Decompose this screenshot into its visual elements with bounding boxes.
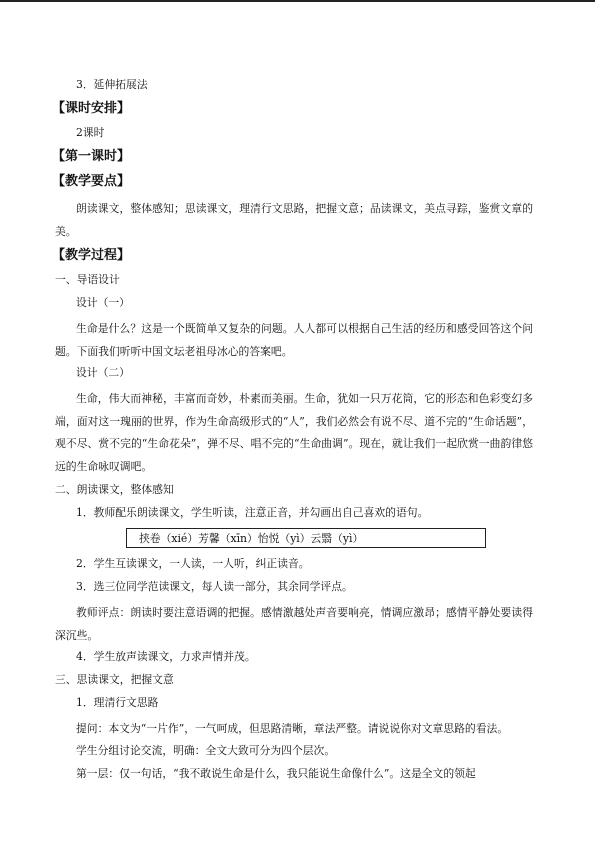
question-paragraph: 提问：本文为“一片作”，一气呵成，但思路清晰，章法严整。请说说你对文章思路的看法。	[76, 722, 509, 735]
design-2-label: 设计（二）	[76, 366, 130, 379]
method-item-3: 3．延伸拓展法	[76, 78, 148, 91]
heading-key-points: 【教学要点】	[52, 174, 131, 189]
section-2-title: 二、朗读课文，整体感知	[55, 483, 174, 496]
schedule-value: 2课时	[76, 126, 105, 139]
discussion-line: 学生分组讨论交流，明确：全文大致可分为四个层次。	[76, 743, 336, 757]
step-4: 4．学生放声读课文，力求声情并茂。	[76, 650, 256, 663]
section-3-title: 三、思读课文，把握文意	[55, 673, 174, 686]
heading-process: 【教学过程】	[52, 248, 131, 263]
sub-step-1: 1．理清行文思路	[76, 696, 159, 709]
layer-1-line: 第一层：仅一句话，“我不敢说生命是什么，我只能说生命像什么”。这是全文的领起	[76, 766, 476, 780]
document-body	[52, 77, 533, 789]
header-rule	[0, 0, 595, 2]
step-1: 1．教师配乐朗读课文，学生听读，注意正音，并勾画出自己喜欢的语句。	[76, 506, 429, 519]
teacher-comment: 教师评点：朗读时要注意语调的把握。感情激越处声音要响亮，情调应激昂；感情平静处要读得深沉些。	[55, 606, 533, 642]
design-1-paragraph: 生命是什么？这是一个既简单又复杂的问题。人人都可以根据自己生活的经历和感受回答这个问题。下面我们听听中国文坛老祖母冰心的答案吧。	[55, 322, 533, 358]
key-points-paragraph: 朗读课文，整体感知；思读课文，理清行文思路，把握文意；品读课文，美点寻踪，鉴赏文章的美。	[55, 202, 533, 238]
heading-first-lesson: 【第一课时】	[52, 149, 131, 164]
section-1-title: 一、导语设计	[55, 273, 120, 286]
vocabulary-box: 挟卷（xié）芳馨（xīn）怡悦（yì）云翳（yì）	[126, 528, 486, 548]
heading-schedule: 【课时安排】	[52, 101, 131, 116]
design-1-label: 设计（一）	[76, 296, 130, 309]
step-3: 3．选三位同学范读课文，每人读一部分，其余同学评点。	[76, 580, 353, 593]
step-2: 2．学生互读课文，一人读，一人听，纠正读音。	[76, 557, 310, 570]
design-2-paragraph: 生命，伟大而神秘，丰富而奇妙，朴素而美丽。生命，犹如一只万花筒，它的形态和色彩变幻多端，面对这一瑰丽的世界，作为生命高级形式的“人”，我们必然会有说不尽、道不完的“生命话题”，观不尽、赏不完的“生命花朵”，弹不尽、唱不完的“生命曲调”。现在，就让我们一起欣赏一曲韵律悠远的生命咏叹调吧。	[55, 392, 533, 473]
